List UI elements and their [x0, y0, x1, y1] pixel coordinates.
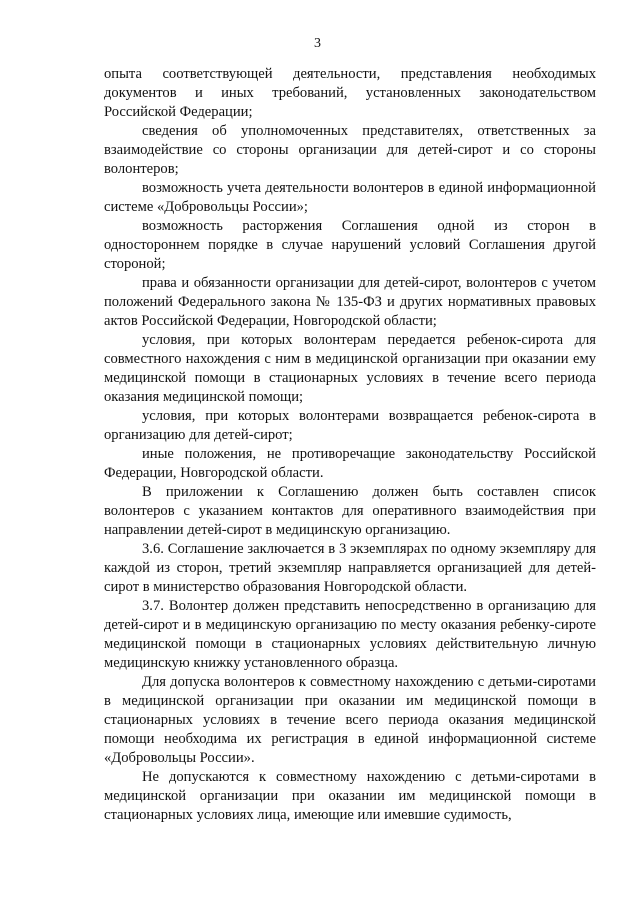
paragraph-registration: Для допуска волонтеров к совместному нахождению с детьми-сиротами в медицинской организации при оказании им медицинской помощи в стационарных условиях в течение всего периода оказания медицинской помощи необходима их регистрация в единой информационной системе «Добровольцы России». [104, 674, 596, 766]
paragraph-representatives: сведения об уполномоченных представителях, ответственных за взаимодействие со стороны организации для детей-сирот и со стороны волонтеров; [104, 123, 596, 177]
paragraph-termination: возможность расторжения Соглашения одной из сторон в одностороннем порядке в случае нарушений условий Соглашения другой стороной; [104, 218, 596, 272]
paragraph-restrictions: Не допускаются к совместному нахождению с детьми-сиротами в медицинской организации при оказании им медицинской помощи в стационарных условиях лица, имеющие или имевшие судимость, [104, 769, 596, 823]
paragraph-volunteer-accounting: возможность учета деятельности волонтеров в единой информационной системе «Добровольцы России»; [104, 180, 596, 215]
paragraph-continuation: опыта соответствующей деятельности, представления необходимых документов и иных требований, установленных законодательством Российской Федерации; [104, 66, 596, 120]
paragraph-rights-duties: права и обязанности организации для детей-сирот, волонтеров с учетом положений Федерального закона № 135-ФЗ и других нормативных правовых актов Российской Федерации, Новгородской области; [104, 275, 596, 329]
paragraph-transfer-conditions: условия, при которых волонтерам передается ребенок-сирота для совместного нахождения с ним в медицинской организации при оказании ему медицинской помощи в стационарных условиях в течение всего периода оказания медицинской помощи; [104, 332, 596, 405]
page-number: 3 [314, 36, 321, 51]
paragraph-return-conditions: условия, при которых волонтерами возвращается ребенок-сирота в организацию для детей-сирот; [104, 408, 596, 443]
paragraph-3-6: 3.6. Соглашение заключается в 3 экземплярах по одному экземпляру для каждой из сторон, третий экземпляр направляется организацией для детей-сирот в министерство образования Новгородской области. [104, 541, 596, 595]
paragraph-3-7: 3.7. Волонтер должен представить непосредственно в организацию для детей-сирот и в медицинскую организацию по месту оказания ребенку-сироте медицинской помощи в стационарных условиях действительную личную медицинскую книжку установленного образца. [104, 598, 596, 671]
paragraph-other-provisions: иные положения, не противоречащие законодательству Российской Федерации, Новгородской области. [104, 446, 596, 481]
paragraph-volunteer-list: В приложении к Соглашению должен быть составлен список волонтеров с указанием контактов для оперативного взаимодействия при направлении детей-сирот в медицинскую организацию. [104, 484, 596, 538]
document-body [104, 65, 596, 825]
